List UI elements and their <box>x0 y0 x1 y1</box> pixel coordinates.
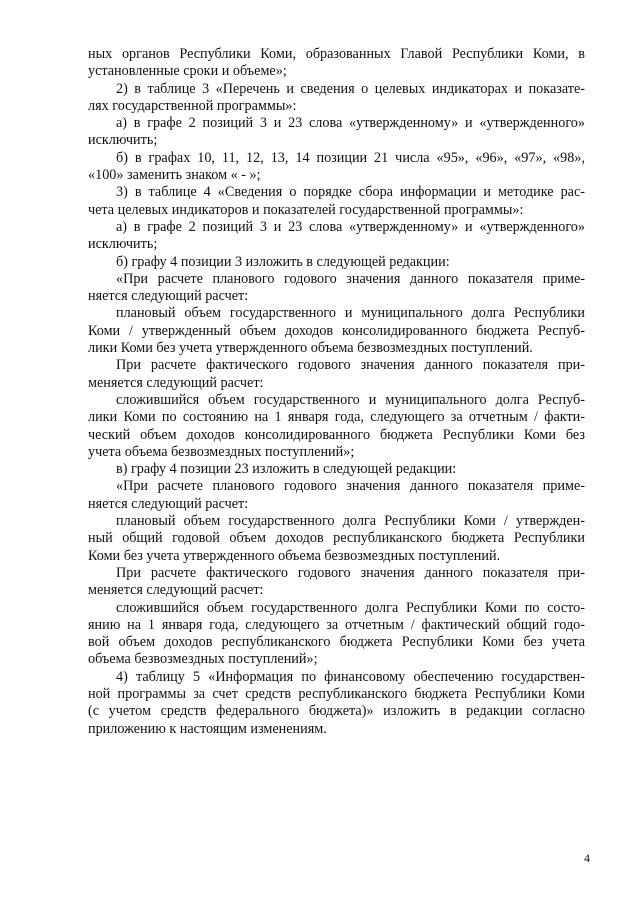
text-line: лики Коми по состоянию на 1 января года, следующего за отчетным / факти- <box>88 409 585 426</box>
text-line: «При расчете планового годового значения данного показателя приме- <box>116 270 585 287</box>
text-line: «При расчете планового годового значения данного показателя приме- <box>116 478 585 495</box>
text-line: б) графу 4 позиции 3 изложить в следующей редакции: <box>116 253 450 270</box>
text-line: меняется следующий расчет: <box>88 582 264 599</box>
text-line: плановый объем государственного и муниципального долга Республики <box>116 305 585 322</box>
text-line: установленные сроки и объеме»; <box>88 63 287 80</box>
text-line: вой объем доходов республиканского бюджета Республики Коми без учета <box>88 634 585 651</box>
text-line: 2) в таблице 3 «Перечень и сведения о целевых индикаторах и показате- <box>116 80 585 97</box>
text-line: При расчете фактического годового значения данного показателя при- <box>116 357 585 374</box>
text-line: объема безвозмездных поступлений»; <box>88 651 318 668</box>
text-line: янию на 1 января года, следующего за отчетным / фактический общий годо- <box>88 616 585 633</box>
text-line: Коми без учета утвержденного объема безвозмездных поступлений. <box>88 547 501 564</box>
text-line: При расчете фактического годового значения данного показателя при- <box>116 564 585 581</box>
text-line: ный общий годовой объем доходов республиканского бюджета Республики <box>88 530 585 547</box>
text-line: няется следующий расчет: <box>88 288 249 305</box>
text-line: лики Коми без учета утвержденного объема безвозмездных поступлений. <box>88 340 533 357</box>
text-line: сложившийся объем государственного долга Республики Коми по состо- <box>116 599 585 616</box>
text-line: исключить; <box>88 132 158 149</box>
text-line: ной программы за счет средств республиканского бюджета Республики Коми <box>88 685 585 702</box>
text-line: ческий объем доходов консолидированного бюджета Республики Коми без <box>88 426 585 443</box>
text-line: ных органов Республики Коми, образованных Главой Республики Коми, в <box>88 46 585 62</box>
text-line: сложившийся объем государственного и муниципального долга Респуб- <box>116 391 585 408</box>
text-line: няется следующий расчет: <box>88 495 249 512</box>
document-body <box>88 46 585 738</box>
text-line: меняется следующий расчет: <box>88 374 264 391</box>
text-line: приложению к настоящим изменениям. <box>88 720 327 737</box>
text-line: 3) в таблице 4 «Сведения о порядке сбора информации и методике рас- <box>116 184 585 201</box>
text-line: а) в графе 2 позиций 3 и 23 слова «утвержденному» и «утвержденного» <box>116 115 585 132</box>
text-line: «100» заменить знаком « - »; <box>88 167 261 184</box>
text-line: чета целевых индикаторов и показателей государственной программы»: <box>88 201 524 218</box>
text-line: а) в графе 2 позиций 3 и 23 слова «утвержденному» и «утвержденного» <box>116 218 585 235</box>
page-number: 4 <box>584 851 590 865</box>
text-line: б) в графах 10, 11, 12, 13, 14 позиции 21 числа «95», «96», «97», «98», <box>116 149 585 166</box>
text-line: плановый объем государственного долга Республики Коми / утвержден- <box>116 513 585 530</box>
text-line: (с учетом средств федерального бюджета)» изложить в редакции согласно <box>88 703 585 720</box>
text-line: Коми / утвержденный объем доходов консолидированного бюджета Респуб- <box>88 322 585 339</box>
text-line: 4) таблицу 5 «Информация по финансовому обеспечению государствен- <box>116 668 585 685</box>
text-line: в) графу 4 позиции 23 изложить в следующей редакции: <box>116 461 457 478</box>
text-line: исключить; <box>88 236 158 253</box>
text-line: учета объема безвозмездных поступлений»; <box>88 443 355 460</box>
text-line: лях государственной программы»: <box>88 97 297 114</box>
